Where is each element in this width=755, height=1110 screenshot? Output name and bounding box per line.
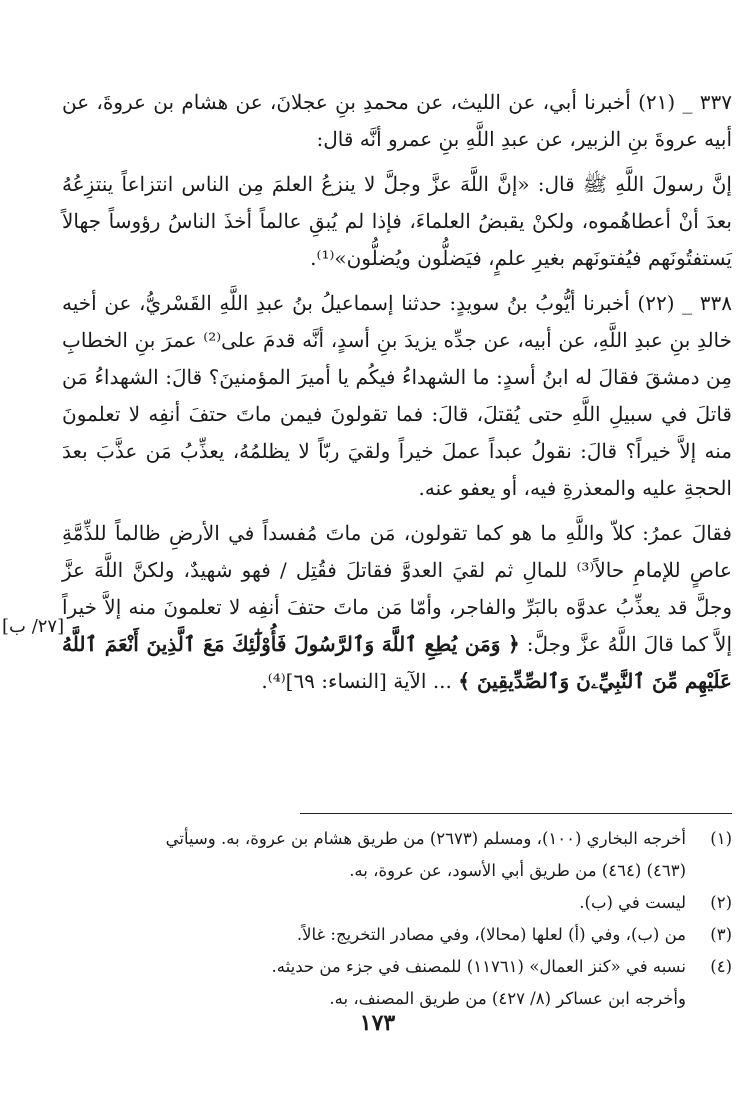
footnote-text: أخرجه البخاري (١٠٠)، ومسلم (٢٦٧٣) من طريق هشام بن عروة، به. وسيأتي [165,829,686,848]
umar-reply [62,515,732,700]
footnote-3 [62,919,732,951]
hadith-337-text: إنَّ رسولَ اللَّهِ ﷺ قال: «إنَّ اللَّهَ عزَّ وجلَّ لا ينزعُ العلمَ مِن الناس انتزاعاً ينتزِعُهُ بعدَ أنْ أعطاهُموه، ولكنْ يقبضُ العلماءَ، فإذا لم يُبقِ عالماً أخذَ الناسُ رؤوساً جهالاً يَستفتُونَهم فيُفتونَهم بغيرِ علمٍ، فيَضلُّون ويُضلُّون»⁽¹⁾. [62,172,732,270]
quran-verse: ﴿ وَمَن يُطِعِ ٱللَّهَ وَٱلرَّسُولَ فَأُوْلَٰٓئِكَ مَعَ ٱلَّذِينَ أَنْعَمَ ٱللَّهُ عَلَيْهِم مِّنَ ٱلنَّبِيِّۦنَ وَٱلصِّدِّيقِينَ ﴾ [62,632,732,693]
footnote-4-continuation: وأخرجه ابن عساكر (٨/ ٤٢٧) من طريق المصنف، به. [329,989,686,1008]
page-number: ١٧٣ [359,1010,396,1036]
hadith-338: ٣٣٨ _ (٢٢) أخبرنا أيُّوبُ بنُ سويدٍ: حدثنا إسماعيلُ بنُ عبدِ اللَّهِ القَسْريُّ، عن أخيه خالدِ بنِ عبدِ اللَّهِ، عن أبيه، عن جدِّه يزيدَ بنِ أسدٍ، أنَّه قدمَ على⁽²⁾ عمرَ بنِ الخطابِ مِن دمشقَ فقالَ له ابنُ أسدٍ: ما الشهداءُ فيكُم يا أميرَ المؤمنينَ؟ قالَ: الشهداءُ مَن قاتلَ في سبيلِ اللَّهِ حتى يُقتلَ، قالَ: فما تقولونَ فيمن ماتَ حتفَ أنفِه لا تعلمونَ منه إلاَّ خيراً؟ قالَ: نقولُ عبداً عملَ خيراً ولقيَ ربّاً لا يظلمُهُ، يعذِّبُ مَن عذَّبَ بعدَ الحجةِ عليه والمعذرةِ فيه، أو يعفو عنه. [62,291,733,500]
footnote-2 [62,887,732,919]
manuscript-folio-marker: [٢٧/ ب] [2,616,65,637]
footnote-1 [62,823,732,855]
footnote-number: (٤) [710,957,732,976]
footnote-4 [62,951,732,983]
footnote-number: (٢) [710,893,732,912]
footnote-text: ليست في (ب). [579,893,686,912]
footnotes [62,823,732,1015]
hadith-337: ٣٣٧ _ (٢١) أخبرنا أبي، عن الليث، عن محمدِ بنِ عجلانَ، عن هشام بن عروةَ، عن أبيه عروةَ بنِ الزبير، عن عبدِ اللَّهِ بنِ عمرو أنَّه قال: [62,90,732,151]
footnote-text: نسبه في «كنز العمال» (١١٧٦١) للمصنف في جزء من حديثه. [271,957,686,976]
verse-citation: ... الآية [النساء: ٦٩]⁽⁴⁾. [261,669,452,693]
footnote-text: من (ب)، وفي (أ) لعلها (محالا)، وفي مصادر التخريج: غالاً. [296,925,686,944]
footnote-number: (١) [710,829,732,848]
footnote-divider [300,813,732,814]
umar-reply-text: فقالَ عمرُ: كلاّ واللَّهِ ما هو كما تقولون، مَن ماتَ مُفسداً في الأرضِ ظالماً للذِّمَّةِ عاصٍ للإمامِ حالاً⁽³⁾ للمالِ ثم لقيَ العدوَّ فقاتلَ فقُتِل / فهو شهيدٌ، ولكنَّ اللَّهَ عزَّ وجلَّ قد يعذِّبُ عدوَّه بالبَرِّ والفاجر، وأمّا مَن ماتَ حتفَ أنفِه لا تعلمونَ منه إلاَّ خيراً إلاَّ كما قالَ اللَّهُ عزَّ وجلَّ: [62,521,733,656]
footnote-number: (٣) [710,925,732,944]
main-text [62,84,732,700]
footnote-1-continuation: (٤٦٣) (٤٦٤) من طريق أبي الأسود، عن عروة، به. [349,861,686,880]
